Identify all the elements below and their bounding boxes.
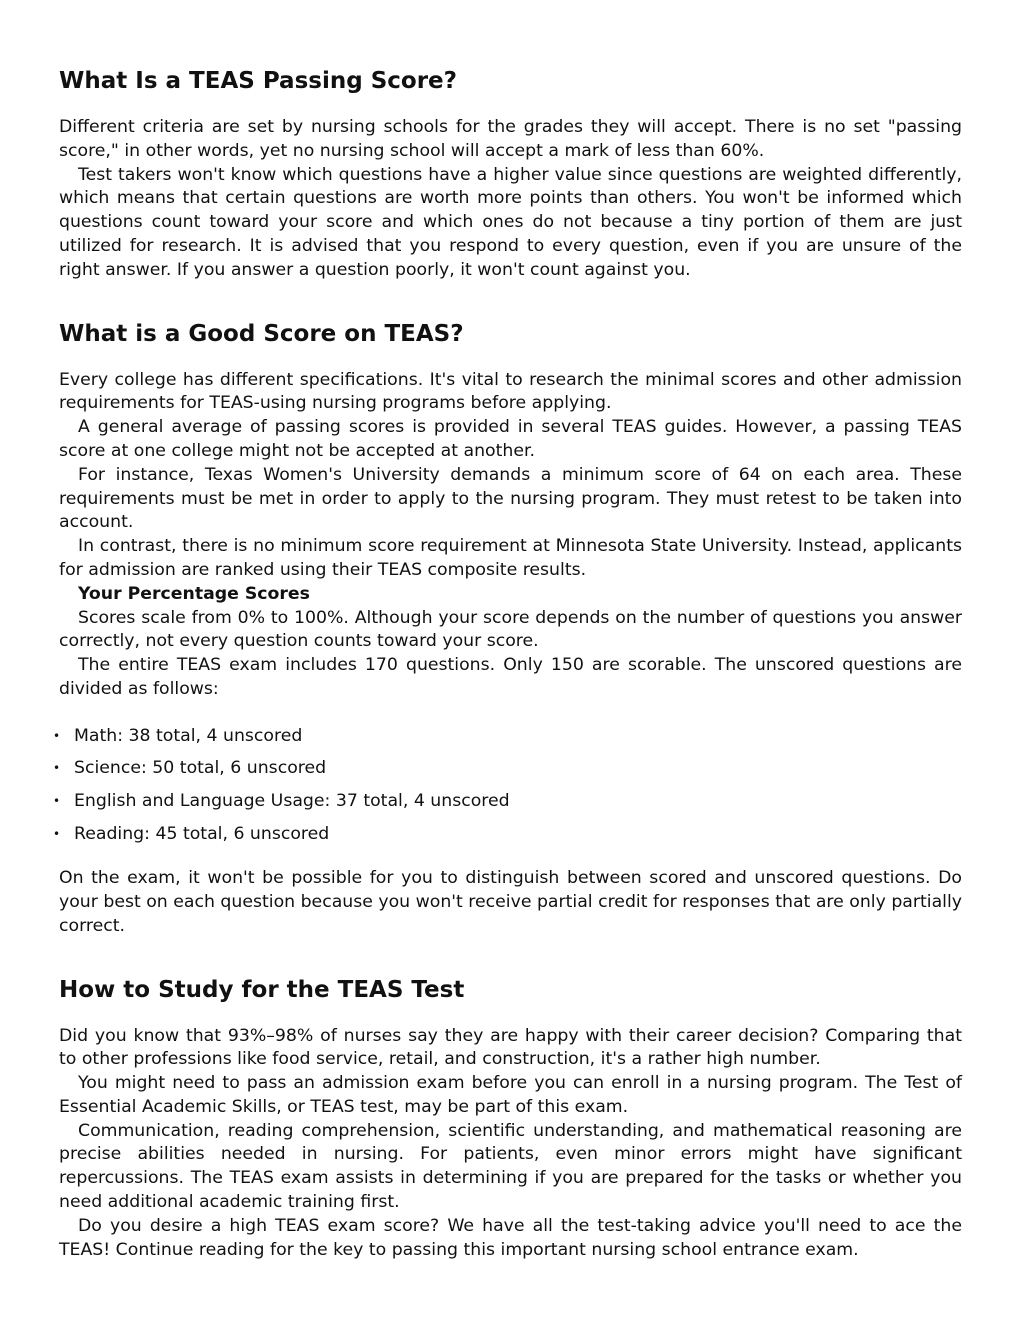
paragraph: You might need to pass an admission exam before you can enroll in a nursing program. The Test of Essential Academic Skills, or TEAS test, may be part of this exam. — [59, 1073, 962, 1117]
section-heading: How to Study for the TEAS Test — [59, 976, 465, 1003]
list-item — [53, 756, 962, 780]
list-item-text: English and Language Usage: 37 total, 4 unscored — [74, 790, 510, 811]
paragraph: The entire TEAS exam includes 170 questions. Only 150 are scorable. The unscored questions are divided as follows: — [59, 655, 962, 699]
list-item — [53, 724, 962, 748]
section-heading: What is a Good Score on TEAS? — [59, 320, 464, 347]
paragraph: Scores scale from 0% to 100%. Although your score depends on the number of questions you answer correctly, not every question counts toward your score. — [59, 607, 962, 652]
paragraph: Did you know that 93%–98% of nurses say they are happy with their career decision? Comparing that to other professions like food service, retail, and construction, it's a rather high number. — [59, 1025, 962, 1070]
paragraph: Test takers won't know which questions have a higher value since questions are weighted differently, which means that certain questions are worth more points than others. You won't be informed which questions count toward your score and which ones do not because a tiny portion of them are just utilized for research. It is advised that you respond to every question, even if you are unsure of the right answer. If you answer a question poorly, it won't count against you. — [59, 164, 962, 280]
list-item — [53, 822, 962, 846]
bullet-icon: • — [53, 761, 61, 776]
paragraph: Different criteria are set by nursing schools for the grades they will accept. There is no set "passing score," in other words, yet no nursing school will accept a mark of less than 60%. — [59, 117, 962, 161]
section-good-score — [53, 319, 962, 939]
section-how-to-study — [59, 975, 962, 1263]
bullet-icon: • — [53, 793, 61, 808]
paragraph: On the exam, it won't be possible for you to distinguish between scored and unscored questions. Do your best on each question because you won't receive partial credit for responses that are only partially correct. — [59, 868, 962, 936]
document-page — [53, 66, 962, 1262]
paragraph: Do you desire a high TEAS exam score? We have all the test-taking advice you'll need to ace the TEAS! Continue reading for the key to passing this important nursing school entrance exam. — [59, 1215, 962, 1260]
list-item-text: Reading: 45 total, 6 unscored — [74, 823, 330, 844]
bullet-icon: • — [53, 826, 61, 841]
bullet-icon: • — [53, 728, 61, 743]
paragraph: For instance, Texas Women's University demands a minimum score of 64 on each area. These requirements must be met in order to apply to the nursing program. They must retest to be taken into account. — [59, 464, 962, 533]
section-heading: What Is a TEAS Passing Score? — [59, 68, 457, 94]
unscored-questions-list — [53, 724, 962, 846]
paragraph: In contrast, there is no minimum score requirement at Minnesota State University. Instead, applicants for admission are ranked using their TEAS composite results. — [59, 536, 962, 580]
section-passing-score — [59, 66, 962, 283]
list-item — [53, 789, 962, 813]
paragraph: Communication, reading comprehension, scientific understanding, and mathematical reasoning are precise abilities needed in nursing. For patients, even minor errors might have significant repercussions. The TEAS exam assists in determining if you are prepared for the tasks or whether you need additional academic training first. — [59, 1120, 962, 1213]
paragraph: Every college has different specifications. It's vital to research the minimal scores and other admission requirements for TEAS-using nursing programs before applying. — [59, 369, 962, 414]
paragraph: A general average of passing scores is provided in several TEAS guides. However, a passing TEAS score at one college might not be accepted at another. — [59, 417, 962, 461]
list-item-text: Science: 50 total, 6 unscored — [74, 758, 327, 779]
list-item-text: Math: 38 total, 4 unscored — [74, 725, 303, 746]
subheading: Your Percentage Scores — [78, 583, 310, 604]
